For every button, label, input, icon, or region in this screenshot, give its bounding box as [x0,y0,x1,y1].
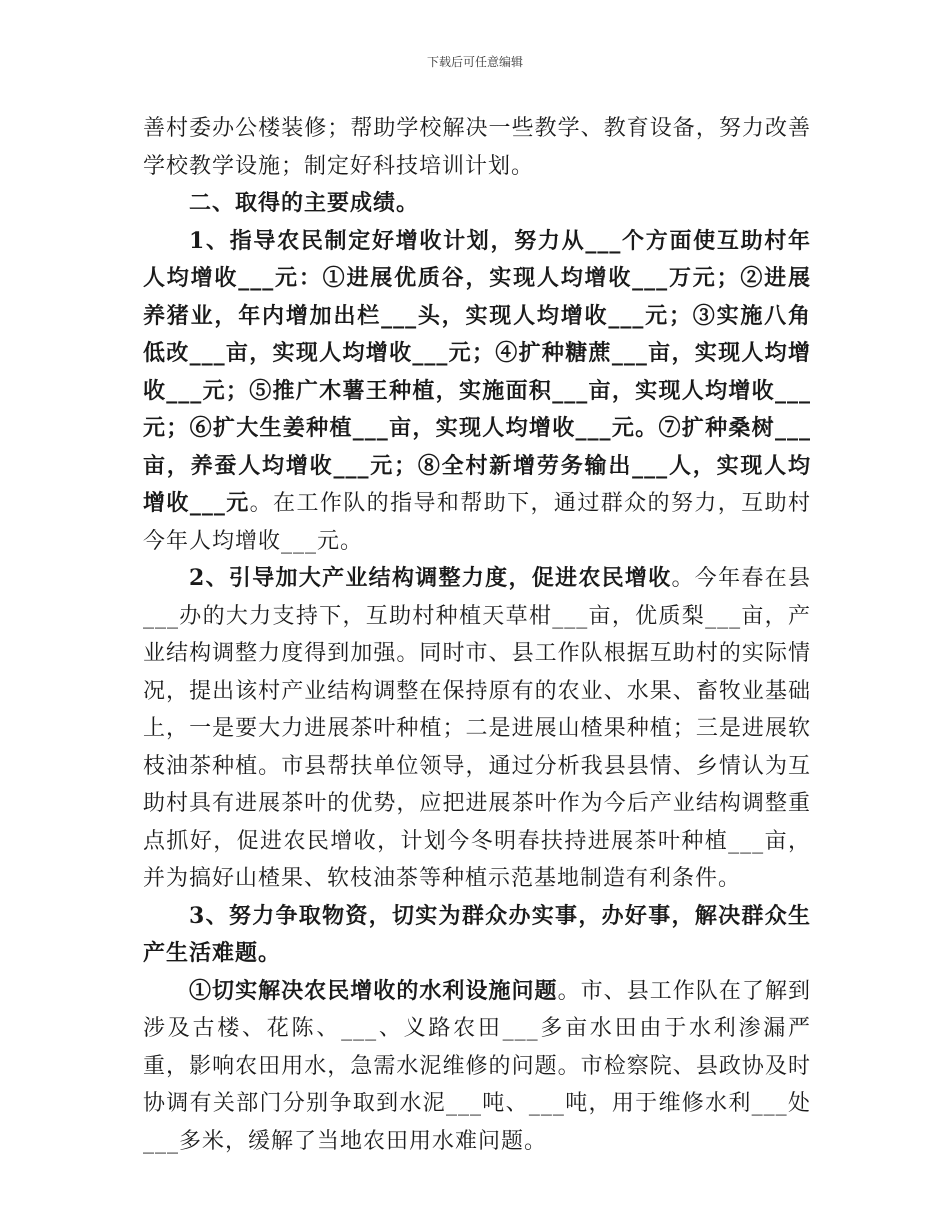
paragraph-1-text: 。在工作队的指导和帮助下，通过群众的努力，互助村今年人均增收___元。 [143,491,811,554]
paragraph-3: 3、努力争取物资，切实为群众办实事，办好事，解决群众生产生活难题。 [143,902,811,966]
paragraph-4 [143,973,811,1161]
page-header: 下载后可任意编辑 [426,55,523,69]
section-heading: 二、取得的主要成绩。 [189,190,420,216]
paragraph-4-text: 。市、县工作队在了解到涉及古楼、花陈、___、义路农田___多亩水田由于水利渗漏严重，影响农田用水，急需水泥维修的问题。市检察院、县政协及时协调有关部门分别争取到水泥___吨、___吨，用于维修水利___处___多米，缓解了当地农田用水难问题。 [143,978,811,1154]
paragraph-4-bold: ①切实解决农民增收的水利设施问题 [189,977,558,1004]
paragraph-1-bold: 1、指导农民制定好增收计划，努力从___个方面使互助村年人均增收___元：①进展优质谷，实现人均增收___万元；②进展养猪业，年内增加出栏___头，实现人均增收___元；③实施八角低改___亩，实现人均增收___元；④扩种糖蔗___亩，实现人均增收___元；⑤推广木薯王种植，实施面积___亩，实现人均增收___元；⑥扩大生姜种植___亩，实现人均增收___元。⑦扩种桑树___亩，养蚕人均增收___元；⑧全村新增劳务输出___人，实现人均增收___元 [143,227,811,516]
document-body [143,110,811,1160]
paragraph-2-text: 。今年春在县___办的大力支持下，互助村种植天草柑___亩，优质梨___亩，产业结构调整力度得到加强。同时市、县工作队根据互助村的实际情况，提出该村产业结构调整在保持原有的农业、水果、畜牧业基础上，一是要大力进展茶叶种植；二是进展山楂果种植；三是进展软枝油茶种植。市县帮扶单位领导，通过分析我县县情、乡情认为互助村具有进展茶叶的优势，应把进展茶叶作为今后产业结构调整重点抓好，促进农民增收，计划今冬明春扶持进展茶叶种植___亩，并为搞好山楂果、软枝油茶等种植示范基地制造有利条件。 [143,566,811,891]
paragraph-1 [143,223,811,561]
paragraph-2-bold: 2、引导加大产业结构调整力度，促进农民增收 [189,565,672,591]
paragraph-continuation: 善村委办公楼装修；帮助学校解决一些教学、教育设备，努力改善学校教学设施；制定好科技培训计划。 [143,116,811,179]
paragraph-2 [143,560,811,898]
